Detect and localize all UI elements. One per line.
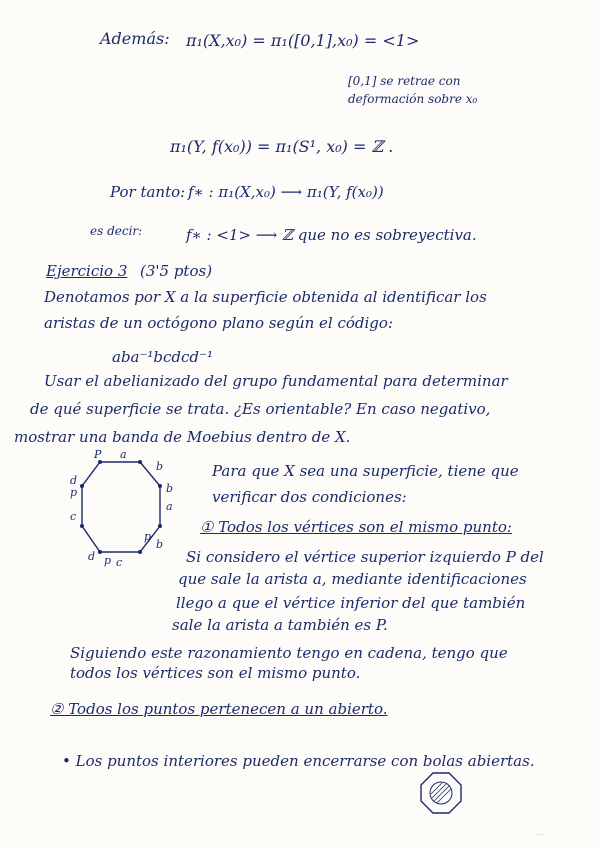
edge-label: c xyxy=(116,556,123,569)
ademas-formula: π₁(X,x₀) = π₁([0,1],x₀) = <1> xyxy=(186,31,420,50)
answer-line5: llego a que el vértice inferior del que también xyxy=(176,594,526,612)
edge-label: a xyxy=(166,500,173,513)
answer-line1: Para que X sea una superficie, tiene que xyxy=(212,462,519,480)
edge-label: c xyxy=(70,510,77,523)
edge-label: p xyxy=(104,554,112,567)
vertex-dot xyxy=(158,524,162,528)
pi-y-formula: π₁(Y, f(x₀)) = π₁(S¹, x₀) = ℤ . xyxy=(170,137,394,156)
statement-line3: Usar el abelianizado del grupo fundamental para determinar xyxy=(44,372,508,390)
statement-line4: de qué superficie se trata. ¿Es orientable? En caso negativo, xyxy=(30,400,491,418)
answer-line8: todos los vértices son el mismo punto. xyxy=(70,664,361,682)
answer-line9: • Los puntos interiores pueden encerrarse con bolas abiertas. xyxy=(62,752,535,770)
vertex-label-p: P xyxy=(94,448,102,461)
f-star-trivial: f∗ : <1> ⟶ ℤ que no es sobreyectiva. xyxy=(186,226,477,244)
vertex-dot xyxy=(138,550,142,554)
edge-label: b xyxy=(156,460,164,473)
edge-label: p xyxy=(70,486,78,499)
statement-line2: aristas de un octógono plano según el código: xyxy=(44,314,393,332)
answer-line7: Siguiendo este razonamiento tengo en cadena, tengo que xyxy=(70,644,508,662)
edge-label: b xyxy=(166,482,174,495)
answer-line2: verificar dos condiciones: xyxy=(212,488,407,506)
answer-line4: que sale la arista a, mediante identificaciones xyxy=(178,570,527,588)
condition-2: ② Todos los puntos pertenecen a un abierto. xyxy=(50,700,388,718)
vertex-dot xyxy=(80,524,84,528)
octagon-diagram xyxy=(60,448,182,580)
vertex-dot xyxy=(98,550,102,554)
condition-1: ① Todos los vértices son el mismo punto: xyxy=(200,518,512,536)
answer-line6: sale la arista a también es P. xyxy=(172,616,388,634)
ademas-label: Además: xyxy=(100,29,170,48)
retract-note-line1: [0,1] se retrae con xyxy=(348,74,461,88)
vertex-dot xyxy=(80,484,84,488)
edge-label: d xyxy=(70,474,78,487)
edge-label: p xyxy=(144,530,152,543)
vertex-dot xyxy=(138,460,142,464)
es-decir-label: es decir: xyxy=(90,224,143,238)
statement-line1: Denotamos por X a la superficie obtenida al identificar los xyxy=(44,288,487,306)
footer-mark: ····· xyxy=(536,832,544,838)
hatched-octagon-sketch xyxy=(418,770,464,816)
exercise-title: Ejercicio 3 xyxy=(46,262,128,280)
edge-label: d xyxy=(88,550,96,563)
answer-line3: Si considero el vértice superior izquierdo P del xyxy=(186,548,544,566)
exercise-points: (3'5 ptos) xyxy=(140,262,213,280)
edge-label: a xyxy=(120,448,127,461)
por-tanto-label: Por tanto: xyxy=(110,183,186,201)
edge-label: b xyxy=(156,538,164,551)
retract-note-line2: deformación sobre x₀ xyxy=(348,92,478,106)
statement-line5: mostrar una banda de Moebius dentro de X. xyxy=(14,428,351,446)
polygon-code: aba⁻¹bcdcd⁻¹ xyxy=(112,348,213,366)
f-star-map: f∗ : π₁(X,x₀) ⟶ π₁(Y, f(x₀)) xyxy=(188,183,384,201)
vertex-dot xyxy=(158,484,162,488)
